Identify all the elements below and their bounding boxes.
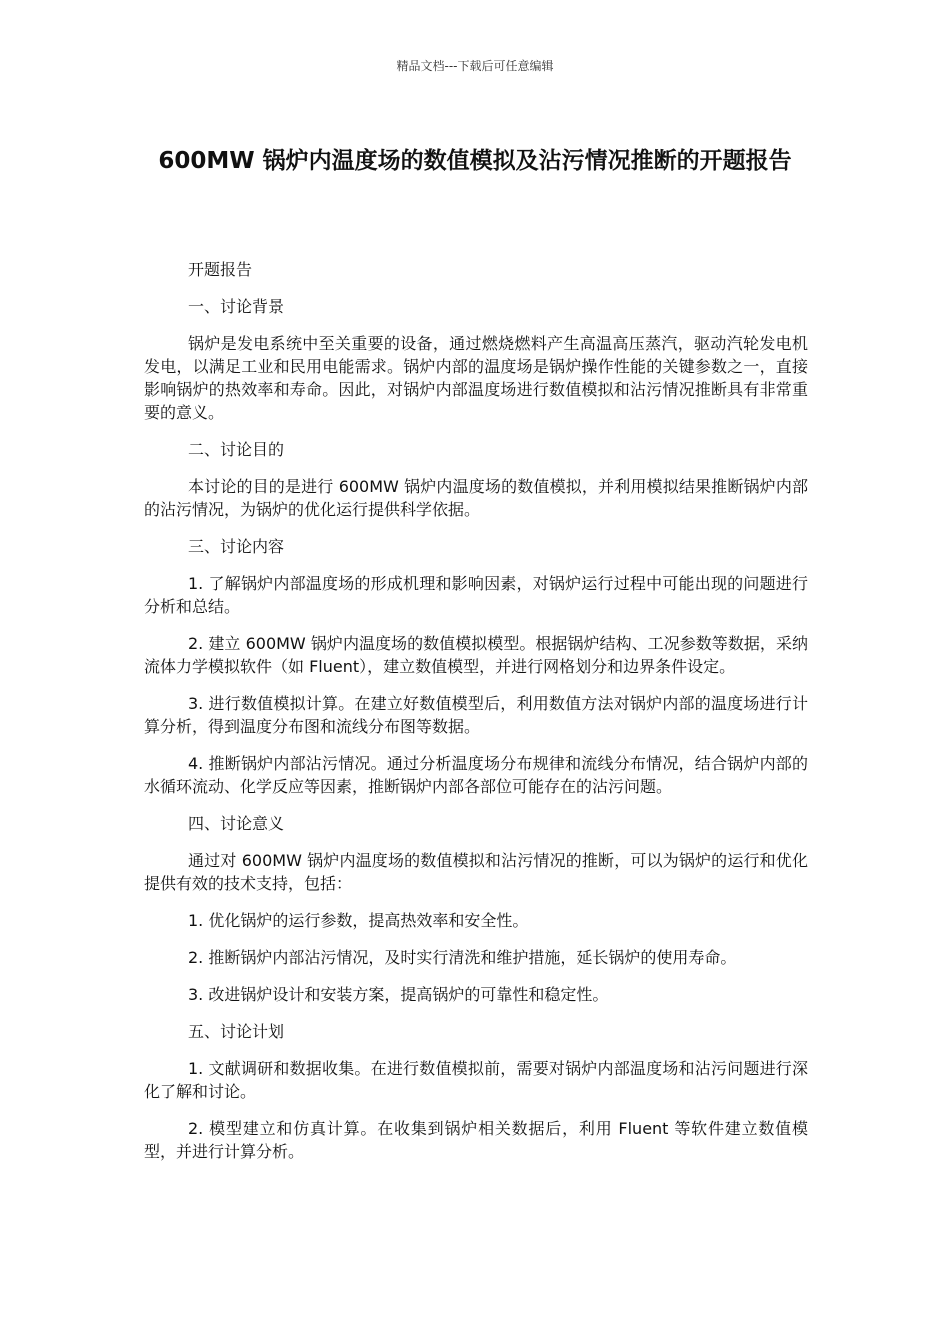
section-heading-significance: 四、讨论意义 (188, 814, 285, 833)
document-body (144, 258, 808, 1177)
list-item-significance-3: 3. 改进锅炉设计和安装方案，提高锅炉的可靠性和稳定性。 (188, 985, 609, 1004)
list-item-content-2: 2. 建立 600MW 锅炉内温度场的数值模拟模型。根据锅炉结构、工况参数等数据，采纳流体力学模拟软件（如 Fluent），建立数值模型，并进行网格划分和边界条件设定。 (144, 634, 808, 676)
list-item-plan-2: 2. 模型建立和仿真计算。在收集到锅炉相关数据后，利用 Fluent 等软件建立数值模型，并进行计算分析。 (144, 1119, 808, 1161)
paragraph-significance: 通过对 600MW 锅炉内温度场的数值模拟和沾污情况的推断，可以为锅炉的运行和优化提供有效的技术支持，包括： (144, 851, 808, 893)
paragraph-purpose: 本讨论的目的是进行 600MW 锅炉内温度场的数值模拟，并利用模拟结果推断锅炉内部的沾污情况，为锅炉的优化运行提供科学依据。 (144, 477, 808, 519)
list-item-plan-1: 1. 文献调研和数据收集。在进行数值模拟前，需要对锅炉内部温度场和沾污问题进行深化了解和讨论。 (144, 1059, 808, 1101)
list-item-content-3: 3. 进行数值模拟计算。在建立好数值模型后，利用数值方法对锅炉内部的温度场进行计算分析，得到温度分布图和流线分布图等数据。 (144, 694, 808, 736)
header-note: 精品文档---下载后可任意编辑 (396, 59, 554, 73)
list-item-content-1: 1. 了解锅炉内部温度场的形成机理和影响因素，对锅炉运行过程中可能出现的问题进行分析和总结。 (144, 574, 808, 616)
document-title: 600MW 锅炉内温度场的数值模拟及沾污情况推断的开题报告 (158, 148, 792, 174)
section-heading-plan: 五、讨论计划 (188, 1022, 285, 1041)
section-heading-content: 三、讨论内容 (188, 537, 285, 556)
list-item-content-4: 4. 推断锅炉内部沾污情况。通过分析温度场分布规律和流线分布情况，结合锅炉内部的水循环流动、化学反应等因素，推断锅炉内部各部位可能存在的沾污问题。 (144, 754, 808, 796)
paragraph-background: 锅炉是发电系统中至关重要的设备，通过燃烧燃料产生高温高压蒸汽，驱动汽轮发电机发电，以满足工业和民用电能需求。锅炉内部的温度场是锅炉操作性能的关键参数之一，直接影响锅炉的热效率和寿命。因此，对锅炉内部温度场进行数值模拟和沾污情况推断具有非常重要的意义。 (144, 334, 808, 422)
section-heading-background: 一、讨论背景 (188, 297, 285, 316)
list-item-significance-1: 1. 优化锅炉的运行参数，提高热效率和安全性。 (188, 911, 529, 930)
list-item-significance-2: 2. 推断锅炉内部沾污情况，及时实行清洗和维护措施，延长锅炉的使用寿命。 (188, 948, 737, 967)
paragraph-report-label: 开题报告 (188, 260, 253, 279)
section-heading-purpose: 二、讨论目的 (188, 440, 285, 459)
